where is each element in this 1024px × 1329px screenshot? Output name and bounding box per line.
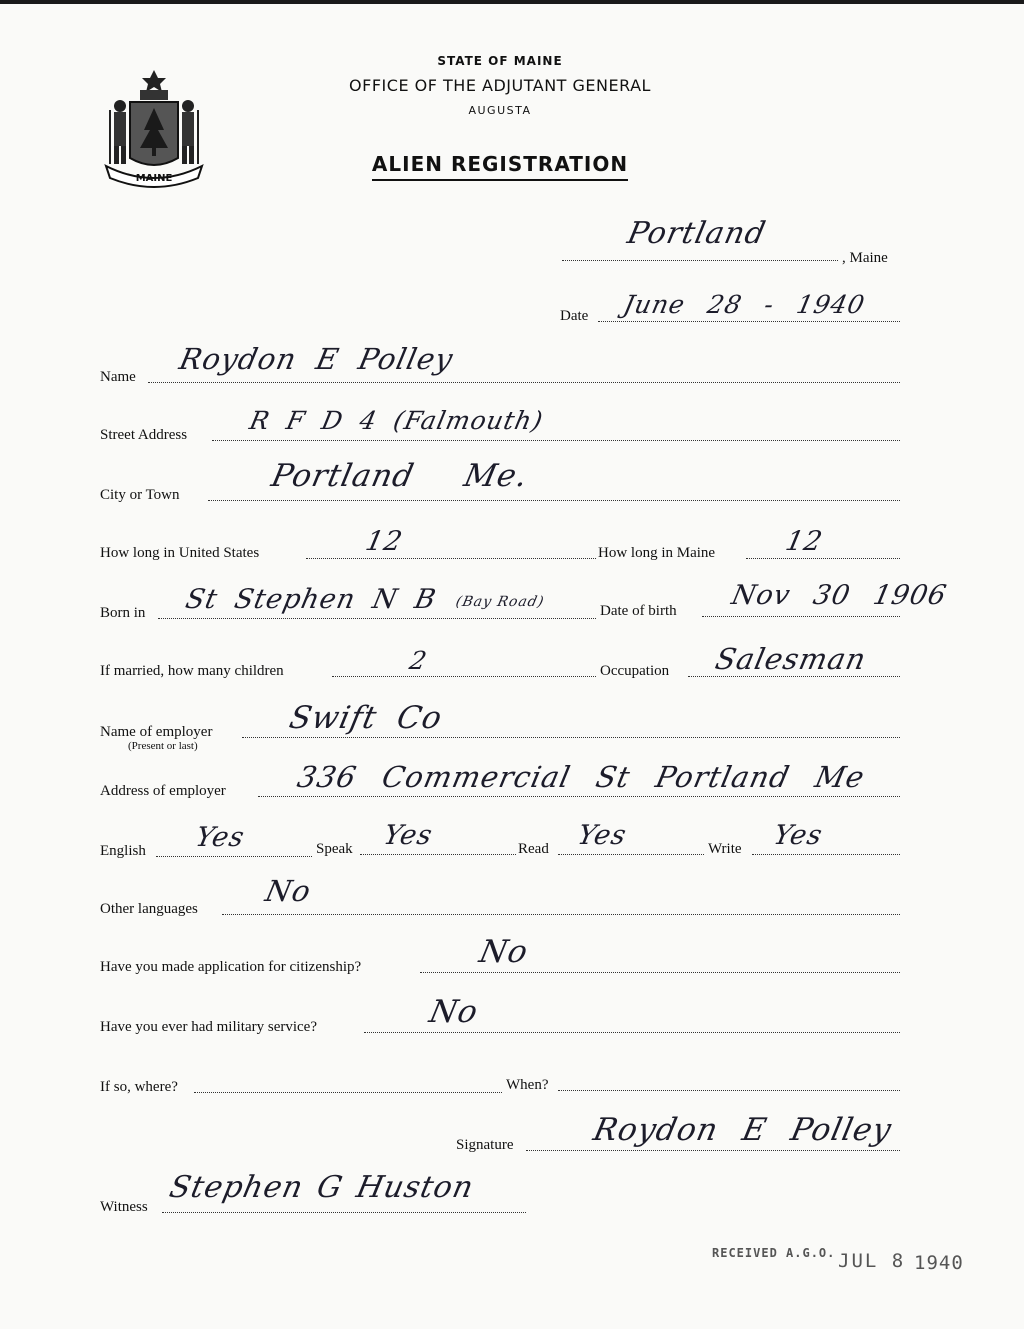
witness-line xyxy=(162,1212,526,1213)
occupation-label: Occupation xyxy=(600,663,670,679)
how-long-maine-value: 12 xyxy=(782,526,826,557)
received-stamp-year: 1940 xyxy=(914,1252,964,1274)
citizenship-label: Have you made application for citizenship? xyxy=(100,959,362,975)
place-line xyxy=(562,260,838,261)
where-label: If so, where? xyxy=(100,1079,178,1095)
born-in-label: Born in xyxy=(100,605,146,621)
occupation-line xyxy=(688,676,900,677)
employer-address-value: 336 Commercial St Portland Me xyxy=(294,760,869,794)
write-value: Yes xyxy=(770,820,826,851)
city-value: Portland Me. xyxy=(268,458,532,494)
city-line xyxy=(208,500,900,501)
received-stamp-date: JUL 8 xyxy=(838,1250,906,1272)
employer-sublabel: (Present or last) xyxy=(128,740,198,752)
name-label: Name xyxy=(100,369,136,385)
employer-address-line xyxy=(258,796,900,797)
seal-banner-text: MAINE xyxy=(135,173,173,184)
where-line xyxy=(194,1092,502,1093)
english-label: English xyxy=(100,843,146,859)
other-languages-line xyxy=(222,914,900,915)
military-label: Have you ever had military service? xyxy=(100,1019,317,1035)
read-line xyxy=(558,854,704,855)
street-address-line xyxy=(212,440,900,441)
signature-label: Signature xyxy=(456,1137,514,1153)
signature-line xyxy=(526,1150,900,1151)
speak-label: Speak xyxy=(316,841,353,857)
how-long-us-value: 12 xyxy=(362,526,406,557)
received-stamp-text: RECEIVED A.G.O. xyxy=(712,1246,836,1260)
date-value: June 28 - 1940 xyxy=(620,290,868,319)
name-line xyxy=(148,382,900,383)
when-label: When? xyxy=(506,1077,549,1093)
city-label: City or Town xyxy=(100,487,180,503)
street-address-label: Street Address xyxy=(100,427,188,443)
speak-value: Yes xyxy=(380,820,436,851)
speak-line xyxy=(360,854,516,855)
other-languages-value: No xyxy=(262,874,315,908)
children-label: If married, how many children xyxy=(100,663,284,679)
employer-label: Name of employer xyxy=(100,724,213,740)
employer-address-label: Address of employer xyxy=(100,783,226,799)
form-title-text: ALIEN REGISTRATION xyxy=(372,152,628,181)
english-line xyxy=(156,856,312,857)
form-title xyxy=(300,152,700,176)
place-suffix: , Maine xyxy=(842,250,888,266)
header-state: STATE OF MAINE xyxy=(437,54,563,68)
name-value: Roydon E Polley xyxy=(176,342,457,376)
how-long-us-line xyxy=(306,558,596,559)
date-line xyxy=(598,321,900,322)
header-city: AUGUSTA xyxy=(468,104,532,117)
children-line xyxy=(332,676,596,677)
write-label: Write xyxy=(708,841,742,857)
date-label: Date xyxy=(560,308,589,324)
header-office: OFFICE OF THE ADJUTANT GENERAL xyxy=(349,76,651,95)
employer-value: Swift Co xyxy=(286,700,446,736)
how-long-maine-label: How long in Maine xyxy=(598,545,716,561)
military-line xyxy=(364,1032,900,1033)
citizenship-value: No xyxy=(476,934,532,970)
how-long-us-label: How long in United States xyxy=(100,545,260,561)
born-in-value: St Stephen N B xyxy=(182,584,440,615)
military-value: No xyxy=(426,994,482,1030)
witness-label: Witness xyxy=(100,1199,148,1215)
when-line xyxy=(558,1090,900,1091)
read-value: Yes xyxy=(574,820,630,851)
place-value: Portland xyxy=(624,216,770,251)
write-line xyxy=(752,854,900,855)
maine-state-seal xyxy=(100,66,208,190)
born-in-line xyxy=(158,618,596,619)
date-of-birth-line xyxy=(702,616,900,617)
employer-line xyxy=(242,737,900,738)
occupation-value: Salesman xyxy=(712,642,870,676)
top-border xyxy=(0,0,1024,4)
street-address-value: R F D 4 (Falmouth) xyxy=(246,406,547,435)
date-of-birth-label: Date of birth xyxy=(600,603,677,619)
signature-value: Roydon E Polley xyxy=(590,1112,896,1148)
citizenship-line xyxy=(420,972,900,973)
read-label: Read xyxy=(518,841,549,857)
children-value: 2 xyxy=(406,646,430,675)
other-languages-label: Other languages xyxy=(100,901,198,917)
witness-value: Stephen G Huston xyxy=(166,1170,478,1205)
date-of-birth-value: Nov 30 1906 xyxy=(728,580,950,611)
english-value: Yes xyxy=(192,822,248,853)
how-long-maine-line xyxy=(746,558,900,559)
born-in-note: (Bay Road) xyxy=(454,594,546,610)
